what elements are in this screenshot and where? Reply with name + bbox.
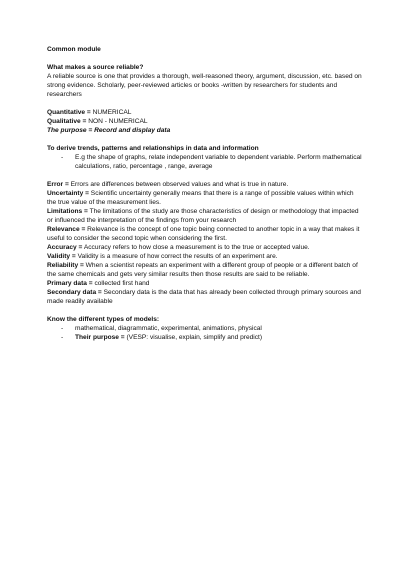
definition-term: Secondary data = bbox=[47, 289, 102, 296]
qualitative-label: Qualitative = bbox=[47, 118, 87, 125]
definition-term: Limitations = bbox=[47, 208, 88, 215]
definition-item bbox=[47, 225, 364, 243]
definition-term: Reliability = bbox=[47, 262, 84, 269]
spacer bbox=[47, 54, 364, 63]
bullet-dash: - bbox=[61, 325, 64, 332]
definition-term: Relevance = bbox=[47, 226, 86, 233]
models-purpose-line bbox=[75, 333, 364, 342]
definition-text: Relevance is the concept of one topic being connected to another topic in a way that makes it useful to consider the second topic when considering the first. bbox=[47, 226, 360, 242]
trends-heading: To derive trends, patterns and relationships in data and information bbox=[47, 145, 259, 152]
definitions-list bbox=[47, 180, 364, 306]
definition-item bbox=[47, 261, 364, 279]
qualitative-value: NON - NUMERICAL bbox=[86, 118, 148, 125]
definition-text: Validity is a measure of how correct the results of an experiment are. bbox=[75, 253, 278, 260]
quantitative-line bbox=[47, 108, 364, 117]
definition-term: Accuracy = bbox=[47, 244, 83, 251]
definition-text: Accuracy refers to how close a measurement is to the true or accepted value. bbox=[82, 244, 310, 251]
trends-bullet bbox=[47, 153, 364, 171]
definition-text: When a scientist repeats an experiment with a different group of people or a different batch of the same chemicals and gets very similar results then those results are said to be reliable. bbox=[47, 262, 358, 278]
models-purpose-label: Their purpose = bbox=[75, 334, 125, 341]
purpose-line: The purpose = Record and display data bbox=[47, 127, 171, 134]
definition-text: Scientific uncertainty generally means that there is a range of possible values within which the true value of the measurement lies. bbox=[47, 190, 354, 206]
definition-item bbox=[47, 207, 364, 225]
qualitative-line bbox=[47, 117, 364, 126]
spacer bbox=[47, 171, 364, 180]
definition-term: Primary data = bbox=[47, 280, 93, 287]
definition-text: Errors are differences between observed values and what is true in nature. bbox=[68, 181, 289, 188]
definition-term: Error = bbox=[47, 181, 69, 188]
definition-item bbox=[47, 189, 364, 207]
spacer bbox=[47, 135, 364, 144]
definition-item bbox=[47, 180, 364, 189]
definition-term: Validity = bbox=[47, 253, 76, 260]
spacer bbox=[47, 99, 364, 108]
spacer bbox=[47, 306, 364, 315]
source-question: What makes a source reliable? bbox=[47, 64, 144, 71]
source-answer: A reliable source is one that provides a thorough, well-reasoned theory, argument, discussion, etc. based on strong evidence. Scholarly, peer-reviewed articles or books -written by researchers for students and researchers bbox=[47, 73, 362, 98]
document-heading: Common module bbox=[47, 46, 101, 53]
definition-item bbox=[47, 288, 364, 306]
definition-text: Secondary data is the data that has already been collected through primary sources and made readily available bbox=[47, 289, 361, 305]
definition-item bbox=[47, 279, 364, 288]
models-heading: Know the different types of models: bbox=[47, 316, 160, 323]
trends-bullet-text: E.g the shape of graphs, relate independent variable to dependent variable. Perform mathematical calculations, ratio, percentage , range, average bbox=[75, 154, 362, 170]
bullet-dash: - bbox=[61, 334, 64, 341]
definition-text: The limitations of the study are those characteristics of design or methodology that impacted or influenced the interpretation of the findings from your research bbox=[47, 208, 359, 224]
quantitative-label: Quantitative = bbox=[47, 109, 91, 116]
definition-text: collected first hand bbox=[92, 280, 150, 287]
definition-item bbox=[47, 252, 364, 261]
bullet-dash: - bbox=[61, 154, 64, 161]
definition-item bbox=[47, 243, 364, 252]
models-bullet bbox=[47, 324, 364, 333]
models-purpose-text: (VESP: visualise, explain, simplify and predict) bbox=[124, 334, 263, 341]
definition-term: Uncertainty = bbox=[47, 190, 89, 197]
quantitative-value: NUMERICAL bbox=[90, 109, 132, 116]
models-types-text: mathematical, diagrammatic, experimental, animations, physical bbox=[75, 325, 262, 332]
models-bullet bbox=[47, 333, 364, 342]
